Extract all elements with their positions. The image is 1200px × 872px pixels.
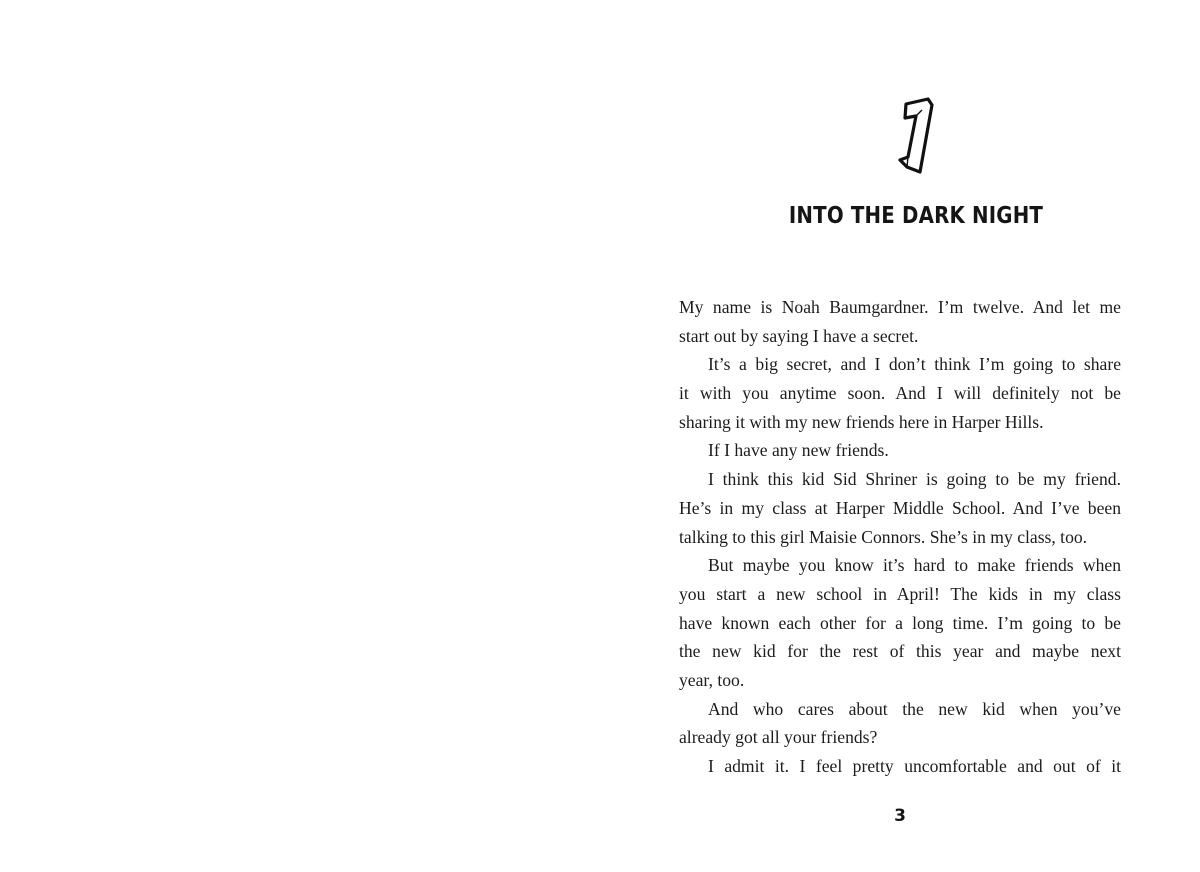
text-line: it with you anytime soon. And I will definitely not be: [679, 383, 1121, 404]
text-line: start out by saying I have a secret.: [679, 325, 919, 346]
text-line: already got all your friends?: [679, 727, 878, 748]
text-line: I think this kid Sid Shriner is going to be my friend.: [708, 469, 1121, 490]
text-line: talking to this girl Maisie Connors. She’s in my class, too.: [679, 526, 1088, 547]
text-line: It’s a big secret, and I don’t think I’m going to share: [708, 354, 1121, 375]
text-line: have known each other for a long time. I’m going to be: [679, 612, 1121, 633]
text-line: He’s in my class at Harper Middle School. And I’ve been: [679, 497, 1121, 518]
text-line: But maybe you know it’s hard to make friends when: [708, 555, 1121, 576]
chapter-title: INTO THE DARK NIGHT: [788, 203, 1044, 229]
text-line: year, too.: [679, 669, 745, 690]
page-number: 3: [894, 806, 906, 826]
text-line: sharing it with my new friends here in Harper Hills.: [679, 411, 1044, 432]
text-line: My name is Noah Baumgardner. I’m twelve. And let me: [679, 297, 1121, 317]
chapter-numeral-1: [892, 96, 940, 176]
text-line: I admit it. I feel pretty uncomfortable and out of it: [708, 756, 1121, 776]
text-line: And who cares about the new kid when you’ve: [708, 698, 1121, 719]
text-line: you start a new school in April! The kids in my class: [679, 583, 1121, 604]
text-line: the new kid for the rest of this year and maybe next: [679, 641, 1121, 662]
chapter-body-text: [679, 293, 1121, 781]
text-line: If I have any new friends.: [708, 440, 889, 461]
right-page: [600, 0, 1200, 872]
